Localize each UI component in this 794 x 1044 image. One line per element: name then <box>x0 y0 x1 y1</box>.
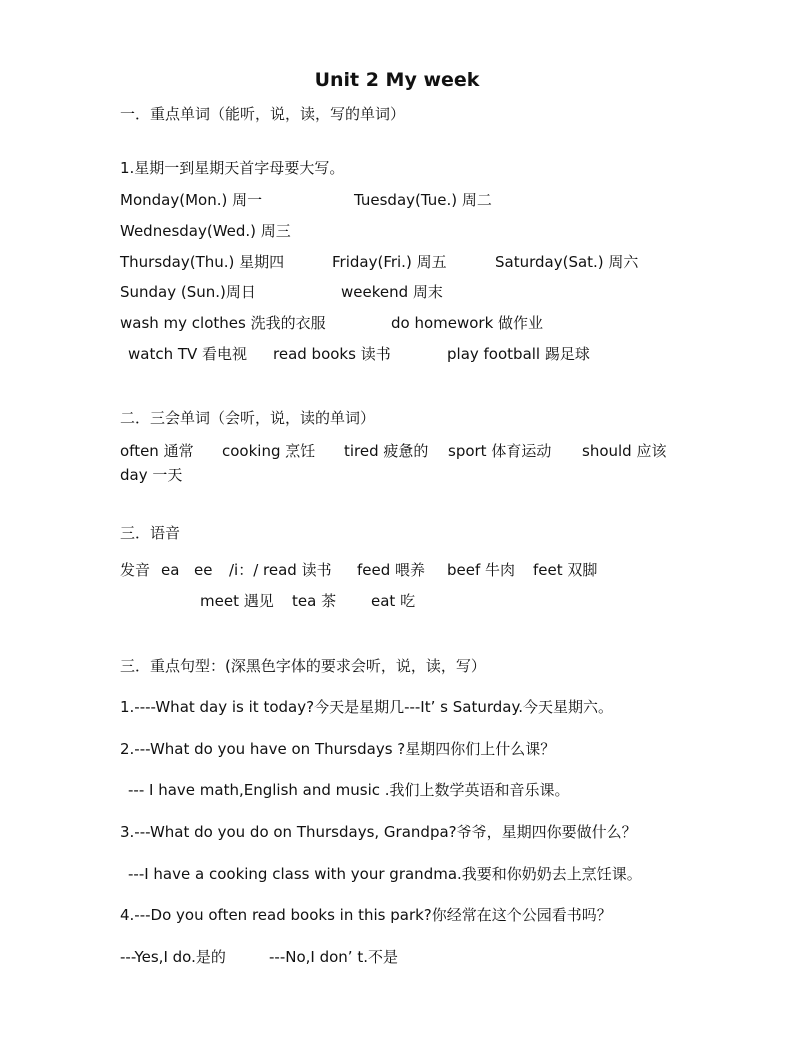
vocab-do-homework: do homework 做作业 <box>391 314 544 332</box>
phonics-tea: tea 茶 <box>292 592 337 610</box>
vocab-sunday: Sunday (Sun.)周日 <box>120 283 256 301</box>
vocab-cooking: cooking 烹饪 <box>222 442 316 460</box>
vocab-thursday: Thursday(Thu.) 星期四 <box>120 253 285 271</box>
sentence-line: ---I have a cooking class with your grandma.我要和你奶奶去上烹饪课。 <box>128 865 642 883</box>
vocab-sport: sport 体育运动 <box>448 442 552 460</box>
sentence-line: 4.---Do you often read books in this park?你经常在这个公园看书吗？ <box>120 906 612 924</box>
section-heading-key-words: 一．重点单词（能听，说，读，写的单词） <box>120 105 406 123</box>
page-title: Unit 2 My week <box>314 69 480 91</box>
vocab-saturday: Saturday(Sat.) 周六 <box>495 253 639 271</box>
section-heading-recognition-words: 二．三会单词（会听，说，读的单词） <box>120 409 376 427</box>
sentence-answer-yes: ---Yes,I do.是的 <box>120 948 226 966</box>
capitalization-rule: 1.星期一到星期天首字母要大写。 <box>120 159 345 177</box>
vocab-often: often 通常 <box>120 442 194 460</box>
phonics-read: /i：/ read 读书 <box>229 561 332 579</box>
sentence-line: 2.---What do you have on Thursdays ?星期四你们上什么课？ <box>120 740 556 758</box>
vocab-friday: Friday(Fri.) 周五 <box>332 253 447 271</box>
vocab-wash-clothes: wash my clothes 洗我的衣服 <box>120 314 326 332</box>
vocab-play-football: play football 踢足球 <box>447 345 590 363</box>
section-heading-phonics: 三．语音 <box>120 524 181 542</box>
phonics-meet: meet 遇见 <box>200 592 274 610</box>
sentence-answer-no: ---No,I don’ t.不是 <box>269 948 398 966</box>
phonics-eat: eat 吃 <box>371 592 416 610</box>
section-heading-key-sentences: 三．重点句型：(深黑色字体的要求会听，说，读，写） <box>120 657 486 675</box>
sentence-line: 1.----What day is it today?今天是星期几---It’ s Saturday.今天星期六。 <box>120 698 613 716</box>
vocab-day: day 一天 <box>120 466 183 484</box>
phonics-ea: ea <box>161 561 180 579</box>
vocab-watch-tv: watch TV 看电视 <box>128 345 248 363</box>
vocab-tuesday: Tuesday(Tue.) 周二 <box>354 191 492 209</box>
sentence-line: --- I have math,English and music .我们上数学英语和音乐课。 <box>128 781 570 799</box>
phonics-feet: feet 双脚 <box>533 561 598 579</box>
phonics-ee: ee <box>194 561 213 579</box>
vocab-tired: tired 疲惫的 <box>344 442 429 460</box>
vocab-read-books: read books 读书 <box>273 345 391 363</box>
phonics-feed: feed 喂养 <box>357 561 426 579</box>
phonics-beef: beef 牛肉 <box>447 561 516 579</box>
vocab-wednesday: Wednesday(Wed.) 周三 <box>120 222 291 240</box>
vocab-monday: Monday(Mon.) 周一 <box>120 191 263 209</box>
vocab-weekend: weekend 周末 <box>341 283 443 301</box>
vocab-should: should 应该 <box>582 442 667 460</box>
phonics-label: 发音 <box>120 561 151 579</box>
sentence-line: 3.---What do you do on Thursdays, Grandpa?爷爷，星期四你要做什么？ <box>120 823 637 841</box>
